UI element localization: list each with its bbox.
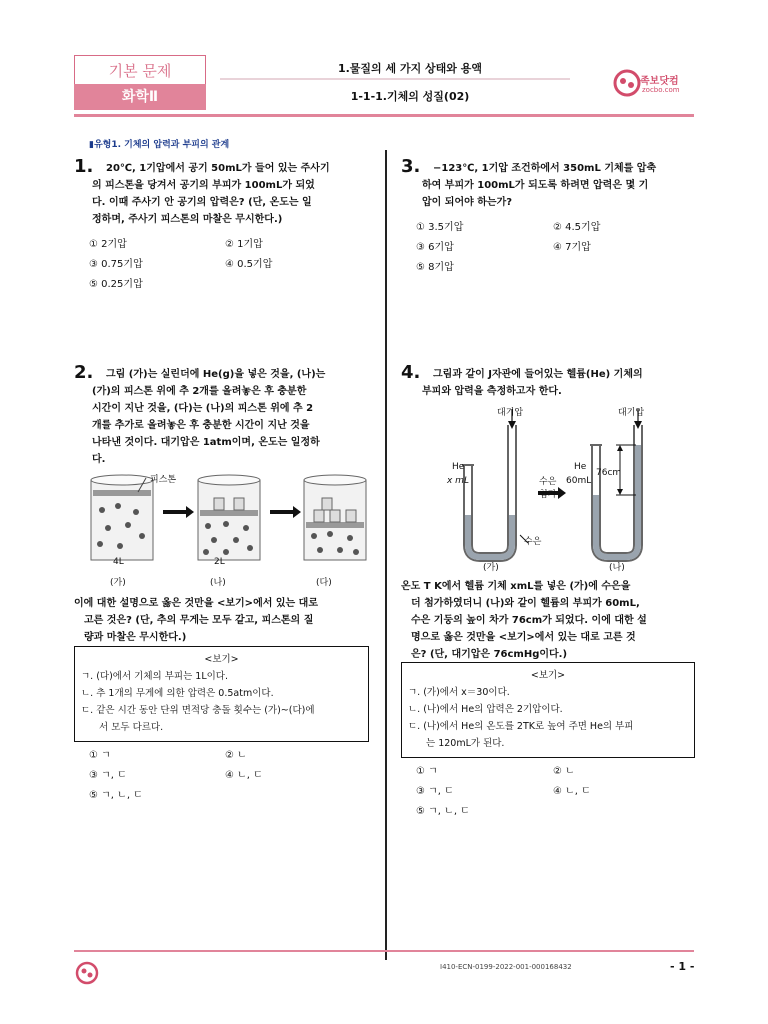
column-divider [385,150,387,960]
footer-rule [74,950,694,952]
volume-label-a: 4L [113,557,124,567]
q1-line: 의 피스톤을 당겨서 공기의 부피가 100mL가 되었 [92,180,315,191]
figure-label-c: (다) [316,578,332,588]
q2-after-line: 고른 것은? (단, 추의 무게는 모두 같고, 피스톤의 질 [84,615,314,626]
x-ml-label: x mL [447,476,469,486]
q2-option-4[interactable]: ④ ㄴ, ㄷ [225,770,263,781]
q2-bogi-box [74,646,369,742]
q4-after-line: 명으로 옳은 것만을 <보기>에서 있는 대로 고른 것 [411,632,636,643]
bogi-title: <보기> [204,654,239,665]
category-badge: 기본 문제 [74,55,206,85]
60ml-label: 60mL [566,476,592,486]
subject-badge: 화학Ⅱ [74,84,206,110]
q3-option-2[interactable]: ② 4.5기압 [553,222,601,233]
q2-line: 시간이 지난 것을, (다)는 (나)의 피스톤 위에 추 2 [92,403,314,414]
add-mercury-label: 첨가 [539,490,557,500]
bogi-item: ㄴ. (나)에서 He의 압력은 2기압이다. [408,704,563,715]
atm-label-a: 대기압 [497,408,524,418]
q1-option-1[interactable]: ① 2기압 [89,239,127,250]
q4-line: 부피와 압력을 측정하고자 한다. [422,386,562,397]
q2-line: 그림 (가)는 실린더에 He(g)을 넣은 것을, (나)는 [106,369,326,380]
q1-line: 정하며, 주사기 피스톤의 마찰은 무시한다.) [92,214,283,225]
bogi-item: ㄱ. (가)에서 x＝30이다. [408,687,510,698]
q2-line: 나타낸 것이다. 대기압은 1atm이며, 온도는 일정하 [92,437,320,448]
bogi-title: <보기> [530,670,566,681]
bogi-item: ㄱ. (다)에서 기체의 부피는 1L이다. [81,671,228,682]
add-mercury-label: 수은 [539,477,557,487]
page-number: - 1 - [670,960,695,973]
bogi-item: ㄷ. (나)에서 He의 온도를 2TK로 높여 주면 He의 부피 [408,721,634,732]
q4-after-line: 수은 기둥의 높이 차가 76cm가 되었다. 이에 대한 설 [411,615,647,626]
logo-subtext: zocbo.com [642,86,680,94]
volume-label-b: 2L [214,557,225,567]
q4-option-2[interactable]: ② ㄴ [553,766,575,777]
header-divider [220,78,570,80]
he-label-b: He [574,462,587,472]
q3-option-4[interactable]: ④ 7기압 [553,242,591,253]
q4-option-4[interactable]: ④ ㄴ, ㄷ [553,786,591,797]
q4-number: 4. [401,362,421,383]
he-label-a: He [452,462,465,472]
q2-cylinder-figure [88,470,368,570]
document-code: I410-ECN-0199-2022-001-000168432 [440,963,572,971]
question-type-label: ▮유형1. 기체의 압력과 부피의 관계 [89,140,230,150]
q3-option-3[interactable]: ③ 6기압 [416,242,454,253]
76cm-label: 76cm [596,468,622,478]
bogi-item: ㄷ. 같은 시간 동안 단위 면적당 충돌 횟수는 (가)~(다)에 [81,705,315,716]
q2-line: 다. [92,454,106,465]
q1-option-5[interactable]: ⑤ 0.25기압 [89,279,143,290]
figure-label-b: (나) [609,563,625,573]
q4-after-line: 더 첨가하였더니 (나)와 같이 헬륨의 부피가 60mL, [411,598,640,609]
q1-line: 20℃, 1기압에서 공기 50mL가 들어 있는 주사기 [106,163,330,174]
logo-icon [612,68,642,98]
header-rule [74,114,694,117]
q2-number: 2. [74,362,94,383]
q2-option-1[interactable]: ① ㄱ [89,750,111,761]
q2-after-line: 이에 대한 설명으로 옳은 것만을 <보기>에서 있는 대로 [74,598,318,609]
footer-logo-icon [74,960,100,986]
q1-line: 다. 이때 주사기 안 공기의 압력은? (단, 온도는 일 [92,197,312,208]
q3-option-1[interactable]: ① 3.5기압 [416,222,464,233]
atm-label-b: 대기압 [618,408,645,418]
section-title: 1-1-1.기체의 성질(02) [350,90,470,103]
q4-option-1[interactable]: ① ㄱ [416,766,438,777]
figure-label-a: (가) [110,578,126,588]
bogi-item: ㄴ. 추 1개의 무게에 의한 압력은 0.5atm이다. [81,688,274,699]
q3-line: 압이 되어야 하는가? [422,197,513,208]
q4-after-line: 은? (단, 대기압은 76cmHg이다.) [411,649,568,660]
chapter-title: 1.물질의 세 가지 상태와 용액 [337,62,483,75]
q2-line: (가)의 피스톤 위에 추 2개를 올려놓은 후 충분한 [92,386,307,397]
q3-option-5[interactable]: ⑤ 8기압 [416,262,454,273]
q3-number: 3. [401,156,421,177]
bogi-item: 는 120mL가 된다. [426,738,505,749]
q4-bogi-box [401,662,695,758]
q2-after-line: 량과 마찰은 무시한다.) [84,632,187,643]
q2-line: 개를 추가로 올려놓은 후 충분한 시간이 지난 것을 [92,420,310,431]
piston-label: 피스톤 [150,475,177,485]
q4-after-line: 온도 T K에서 헬륨 기체 xmL를 넣은 (가)에 수은을 [401,581,631,592]
logo-text: 족보닷컴 [640,76,679,87]
figure-label-a: (가) [483,563,499,573]
q4-option-3[interactable]: ③ ㄱ, ㄷ [416,786,454,797]
q4-line: 그림과 같이 J자관에 들어있는 헬륨(He) 기체의 [433,369,643,380]
figure-label-b: (나) [210,578,226,588]
q2-option-5[interactable]: ⑤ ㄱ, ㄴ, ㄷ [89,790,143,801]
q3-line: 하여 부피가 100mL가 되도록 하려면 압력은 몇 기 [422,180,649,191]
q2-option-2[interactable]: ② ㄴ [225,750,247,761]
q3-line: −123℃, 1기압 조건하에서 350mL 기체를 압축 [433,163,657,174]
q1-option-4[interactable]: ④ 0.5기압 [225,259,273,270]
q2-option-3[interactable]: ③ ㄱ, ㄷ [89,770,127,781]
q1-option-2[interactable]: ② 1기압 [225,239,263,250]
bogi-item: 서 모두 다르다. [99,722,164,733]
q4-option-5[interactable]: ⑤ ㄱ, ㄴ, ㄷ [416,806,470,817]
mercury-label: 수은 [524,537,542,547]
q1-option-3[interactable]: ③ 0.75기압 [89,259,143,270]
q1-number: 1. [74,156,94,177]
